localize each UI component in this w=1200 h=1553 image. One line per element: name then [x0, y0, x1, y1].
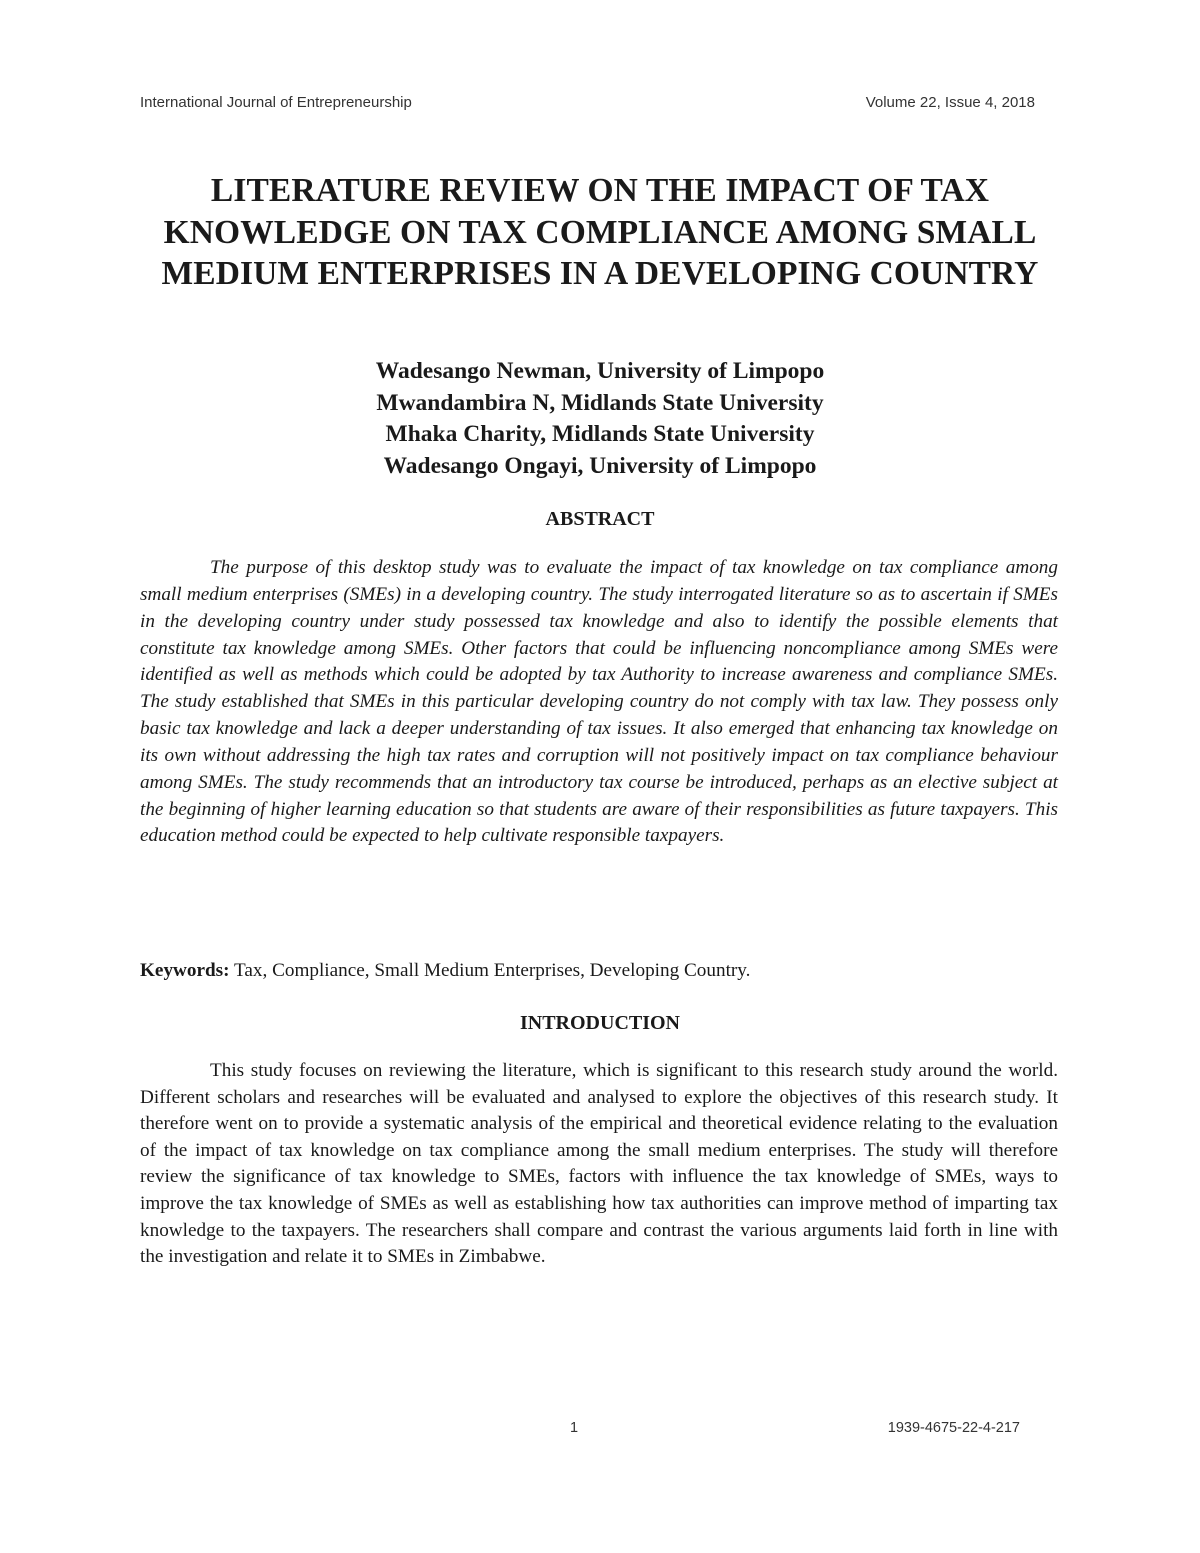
abstract-heading: ABSTRACT: [545, 508, 655, 530]
author-line: Mwandambira N, Midlands State University: [376, 389, 824, 416]
abstract-text: The purpose of this desktop study was to evaluate the impact of tax knowledge on tax compliance among small medium enterprises (SMEs) in a developing country. The study interrogated literature so as to ascertain if SMEs in the developing country under study possessed tax knowledge and also to identify the possible elements that constitute tax knowledge among SMEs. Other factors that could be influencing noncompliance among SMEs were identified as well as methods which could be adopted by tax Authority to increase awareness and compliance SMEs. The study established that SMEs in this particular developing country do not comply with tax law. They possess only basic tax knowledge and lack a deeper understanding of tax issues. It also emerged that enhancing tax knowledge on its own without addressing the high tax rates and corruption will not positively impact on tax compliance behaviour among SMEs. The study recommends that an introductory tax course be introduced, perhaps as an elective subject at the beginning of higher learning education so that students are aware of their responsibilities as future taxpayers. This education method could be expected to help cultivate responsible taxpayers.: [140, 557, 1058, 847]
keywords: [140, 958, 1058, 984]
keywords-text: Tax, Compliance, Small Medium Enterprises, Developing Country.: [229, 960, 751, 981]
document-id: 1939-4675-22-4-217: [887, 1420, 1020, 1436]
author-line: Wadesango Newman, University of Limpopo: [375, 358, 825, 384]
introduction-heading: INTRODUCTION: [519, 1012, 681, 1034]
running-header: [140, 94, 1035, 111]
journal-name: International Journal of Entrepreneurship: [140, 94, 412, 111]
author-list: [140, 356, 1060, 482]
author-line: Mhaka Charity, Midlands State University: [385, 421, 815, 447]
introduction-text: This study focuses on reviewing the literature, which is significant to this research study around the world. Different scholars and researches will be evaluated and analysed to explore the objectives of this research study. It therefore went on to provide a systematic analysis of the empirical and theoretical evidence relating to the evaluation of the impact of tax knowledge on tax compliance among the small medium enterprises. The study will therefore review the significance of tax knowledge to SMEs, factors with influence the tax knowledge of SMEs, ways to improve the tax knowledge of SMEs as well as establishing how tax authorities can improve method of imparting tax knowledge to the taxpayers. The researchers shall compare and contrast the various arguments laid forth in line with the investigation and relate it to SMEs in Zimbabwe.: [140, 1060, 1058, 1268]
paper-title: LITERATURE REVIEW ON THE IMPACT OF TAX KNOWLEDGE ON TAX COMPLIANCE AMONG SMALL MEDIUM ENTERPRISES IN A DEVELOPING COUNTRY: [161, 172, 1039, 292]
keywords-label: Keywords:: [140, 960, 230, 981]
page-number: 1: [570, 1420, 579, 1436]
page-footer: [140, 1420, 1020, 1440]
volume-issue: Volume 22, Issue 4, 2018: [865, 94, 1035, 111]
author-line: Wadesango Ongayi, University of Limpopo: [383, 452, 817, 479]
